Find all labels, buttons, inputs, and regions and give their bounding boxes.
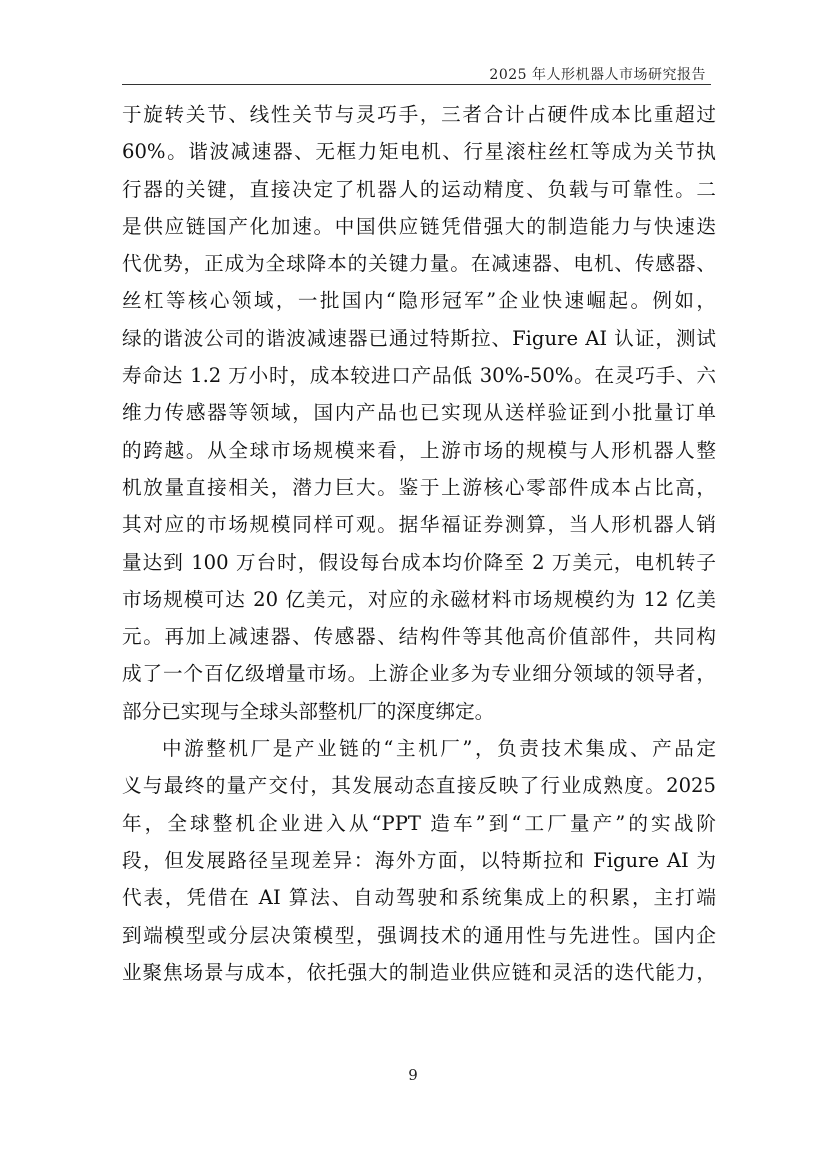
text-line: 60%。谐波减速器、无框力矩电机、行星滚柱丝杠等成为关节执 (122, 140, 716, 164)
paragraph-midstream (122, 730, 716, 991)
text-line: 量达到 100 万台时，假设每台成本均价降至 2 万美元，电机转子 (122, 550, 716, 574)
body-text (122, 96, 716, 991)
text-line: 是供应链国产化加速。中国供应链凭借强大的制造能力与快速迭 (122, 214, 716, 238)
text-line: 部分已实现与全球头部整机厂的深度绑定。 (122, 699, 495, 723)
text-line: 代优势，正成为全球降本的关键力量。在减速器、电机、传感器、 (122, 252, 716, 276)
text-line: 到端模型或分层决策模型，强调技术的通用性与先进性。国内企 (122, 923, 716, 947)
text-line: 行器的关键，直接决定了机器人的运动精度、负载与可靠性。二 (122, 177, 716, 201)
text-line: 段，但发展路径呈现差异：海外方面，以特斯拉和 Figure AI 为 (122, 848, 716, 872)
text-line: 成了一个百亿级增量市场。上游企业多为专业细分领域的领导者， (122, 662, 716, 686)
text-line: 绿的谐波公司的谐波减速器已通过特斯拉、Figure AI 认证，测试 (122, 326, 716, 350)
running-header: 2025 年人形机器人市场研究报告 (489, 67, 706, 83)
text-line: 义与最终的量产交付，其发展动态直接反映了行业成熟度。2025 (122, 774, 716, 798)
header-rule (122, 84, 711, 85)
text-line: 市场规模可达 20 亿美元，对应的永磁材料市场规模约为 12 亿美 (122, 587, 716, 611)
text-line: 丝杠等核心领域，一批国内“隐形冠军”企业快速崛起。例如， (122, 289, 716, 313)
text-line: 于旋转关节、线性关节与灵巧手，三者合计占硬件成本比重超过 (122, 103, 716, 126)
text-line: 代表，凭借在 AI 算法、自动驾驶和系统集成上的积累，主打端 (122, 886, 716, 910)
text-line: 的跨越。从全球市场规模来看，上游市场的规模与人形机器人整 (122, 438, 716, 462)
text-line: 中游整机厂是产业链的“主机厂”，负责技术集成、产品定 (162, 737, 716, 761)
text-line: 维力传感器等领域，国内产品也已实现从送样验证到小批量订单 (122, 401, 716, 425)
page-number: 9 (408, 1066, 418, 1084)
text-line: 元。再加上减速器、传感器、结构件等其他高价值部件，共同构 (122, 625, 716, 649)
text-line: 业聚焦场景与成本，依托强大的制造业供应链和灵活的迭代能力， (122, 960, 716, 984)
paragraph-upstream (122, 96, 716, 730)
text-line: 寿命达 1.2 万小时，成本较进口产品低 30%-50%。在灵巧手、六 (122, 364, 716, 388)
text-line: 机放量直接相关，潜力巨大。鉴于上游核心零部件成本占比高， (122, 475, 716, 499)
text-line: 年，全球整机企业进入从“PPT 造车”到“工厂量产”的实战阶 (122, 811, 716, 835)
text-line: 其对应的市场规模同样可观。据华福证券测算，当人形机器人销 (122, 513, 716, 537)
